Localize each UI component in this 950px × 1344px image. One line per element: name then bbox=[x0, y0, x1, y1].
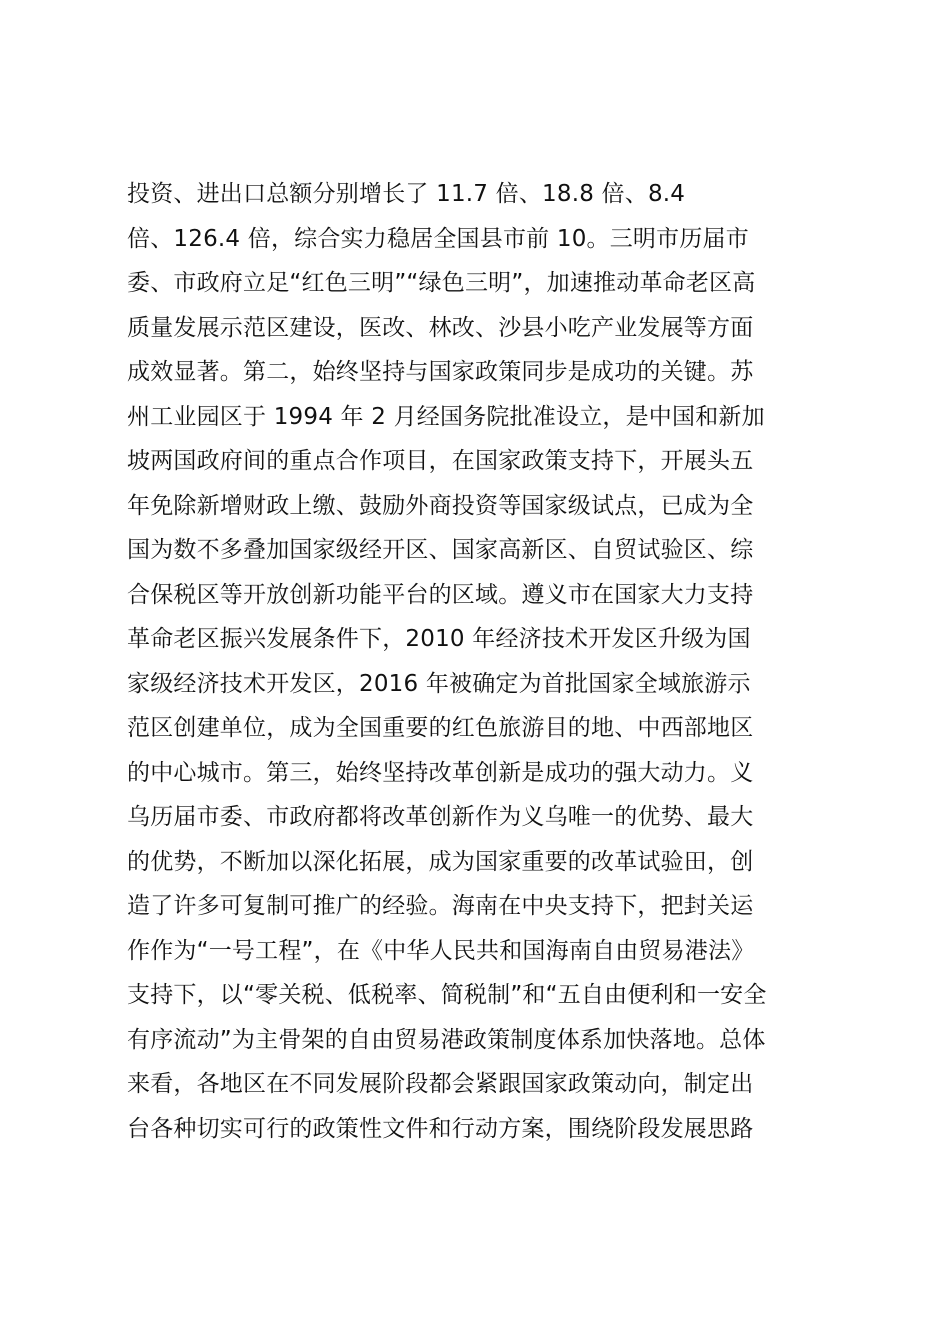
text-line: 作作为“一号工程”，在《中华人民共和国海南自由贸易港法》 bbox=[127, 937, 755, 964]
text-line: 的中心城市。第三，始终坚持改革创新是成功的强大动力。义 bbox=[127, 759, 754, 786]
text-line: 倍、126.4 倍，综合实力稳居全国县市前 10。三明市历届市 bbox=[127, 225, 749, 252]
text-line: 家级经济技术开发区，2016 年被确定为首批国家全域旅游示 bbox=[127, 670, 751, 697]
body-paragraph bbox=[127, 172, 847, 1151]
text-line: 有序流动”为主骨架的自由贸易港政策制度体系加快落地。总体 bbox=[127, 1026, 766, 1053]
text-line: 的优势，不断加以深化拓展，成为国家重要的改革试验田，创 bbox=[127, 848, 754, 875]
text-line: 国为数不多叠加国家级经开区、国家高新区、自贸试验区、综 bbox=[127, 537, 754, 563]
text-line: 质量发展示范区建设，医改、林改、沙县小吃产业发展等方面 bbox=[127, 314, 754, 341]
text-line: 州工业园区于 1994 年 2 月经国务院批准设立，是中国和新加 bbox=[127, 403, 765, 430]
text-line: 乌历届市委、市政府都将改革创新作为义乌唯一的优势、最大 bbox=[127, 804, 754, 830]
text-line: 投资、进出口总额分别增长了 11.7 倍、18.8 倍、8.4 bbox=[127, 181, 686, 207]
text-line: 台各种切实可行的政策性文件和行动方案，围绕阶段发展思路 bbox=[127, 1115, 754, 1142]
text-line: 革命老区振兴发展条件下，2010 年经济技术开发区升级为国 bbox=[127, 626, 751, 652]
text-line: 造了许多可复制可推广的经验。海南在中央支持下，把封关运 bbox=[127, 893, 754, 919]
text-line: 委、市政府立足“红色三明”“绿色三明”，加速推动革命老区高 bbox=[127, 270, 756, 296]
text-line: 成效显著。第二，始终坚持与国家政策同步是成功的关键。苏 bbox=[127, 359, 754, 385]
text-line: 来看，各地区在不同发展阶段都会紧跟国家政策动向，制定出 bbox=[127, 1071, 754, 1097]
text-line: 支持下，以“零关税、低税率、简税制”和“五自由便利和一安全 bbox=[127, 982, 767, 1008]
text-line: 范区创建单位，成为全国重要的红色旅游目的地、中西部地区 bbox=[127, 715, 754, 741]
text-line: 年免除新增财政上缴、鼓励外商投资等国家级试点，已成为全 bbox=[127, 492, 754, 519]
text-line: 合保税区等开放创新功能平台的区域。遵义市在国家大力支持 bbox=[127, 581, 754, 608]
text-line: 坡两国政府间的重点合作项目，在国家政策支持下，开展头五 bbox=[127, 448, 754, 474]
